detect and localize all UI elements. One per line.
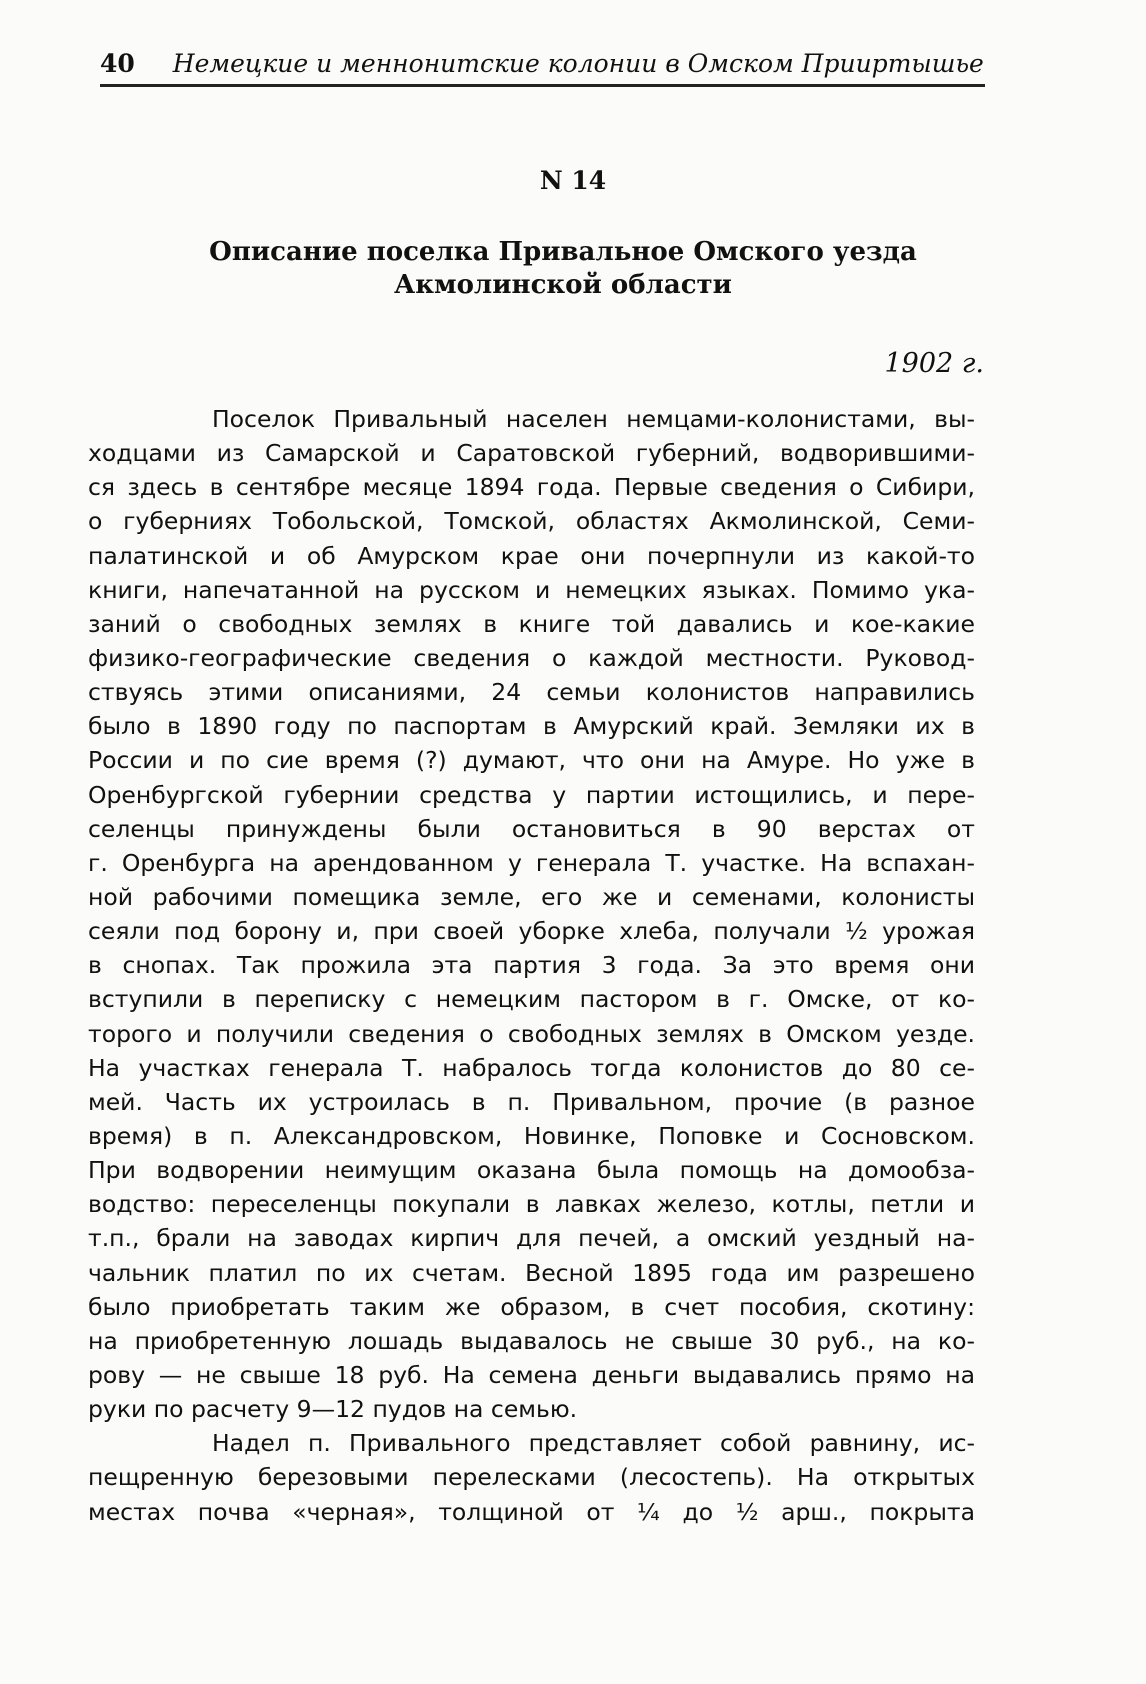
text-line: Поселок Привальный населен немцами-колонистами, вы- [212, 405, 975, 433]
text-line: На участках генерала Т. набралось тогда колонистов до 80 се- [88, 1053, 975, 1082]
document-title [140, 236, 986, 302]
text-line: ной рабочими помещика земле, его же и семенами, колонисты [88, 882, 975, 911]
text-line: вступили в переписку с немецким пастором в г. Омске, от ко- [88, 985, 975, 1014]
text-line: России и по сие время (?) думают, что они на Амуре. Но уже в [88, 746, 975, 775]
document-date: 1902 г. [884, 348, 984, 379]
text-line: в снопах. Так прожила эта партия 3 года. За это время они [88, 951, 975, 980]
text-line: книги, напечатанной на русском и немецких языках. Помимо ука- [88, 575, 975, 604]
running-head [100, 44, 985, 87]
text-line: время) в п. Александровском, Новинке, Поповке и Сосновском. [88, 1121, 975, 1150]
text-line: палатинской и об Амурском крае они почерпнули из какой-то [88, 541, 975, 570]
text-line: Оренбургской губернии средства у партии истощились, и пере- [88, 780, 975, 809]
document-title-line-1: Описание поселка Привальное Омского уезда [209, 237, 917, 267]
text-line: пещренную березовыми перелесками (лесостепь). На открытых [88, 1463, 975, 1492]
text-line: ствуясь этими описаниями, 24 семьи колонистов направились [88, 678, 975, 707]
text-line: селенцы принуждены были остановиться в 90 верстах от [88, 814, 975, 843]
text-line: т.п., брали на заводах кирпич для печей, а омский уездный на- [88, 1224, 975, 1253]
text-line: рову — не свыше 18 руб. На семена деньги выдавались прямо на [88, 1360, 975, 1389]
text-line: торого и получили сведения о свободных землях в Омском уезде. [88, 1019, 975, 1048]
text-line: чальник платил по их счетам. Весной 1895 года им разрешено [88, 1258, 975, 1287]
paragraph-1 [88, 402, 975, 1426]
text-line: физико-географические сведения о каждой местности. Руковод- [88, 643, 975, 672]
body-text [88, 402, 975, 1529]
text-line: на приобретенную лошадь выдавалось не свыше 30 руб., на ко- [88, 1326, 975, 1355]
text-line: заний о свободных землях в книге той давались и кое-какие [88, 609, 975, 638]
text-line: г. Оренбурга на арендованном у генерала Т. участке. На вспахан- [88, 848, 975, 877]
paragraph-2 [88, 1426, 975, 1528]
text-line: о губерниях Тобольской, Томской, областях Акмолинской, Семи- [88, 507, 975, 536]
text-line: руки по расчету 9—12 пудов на семью. [88, 1395, 578, 1424]
text-line: сеяли под борону и, при своей уборке хлеба, получали ½ урожая [88, 917, 975, 946]
text-line: При водворении неимущим оказана была помощь на домообза- [88, 1156, 975, 1185]
text-line: водство: переселенцы покупали в лавках железо, котлы, петли и [88, 1190, 975, 1219]
text-line: местах почва «черная», толщиной от ¼ до ½ арш., покрыта [88, 1497, 975, 1526]
text-line: ся здесь в сентябре месяце 1894 года. Первые сведения о Сибири, [88, 473, 975, 502]
document-number: N 14 [539, 166, 607, 195]
text-line: было в 1890 году по паспортам в Амурский край. Земляки их в [88, 712, 975, 741]
running-title: Немецкие и меннонитские колонии в Омском Прииртышье [172, 49, 984, 78]
text-line: мей. Часть их устроилась в п. Привальном, прочие (в разное [88, 1087, 975, 1116]
text-line: ходцами из Самарской и Саратовской губерний, водворившими- [88, 439, 975, 468]
page-number: 40 [100, 49, 135, 78]
text-line: было приобретать таким же образом, в счет пособия, скотину: [88, 1292, 975, 1321]
document-title-line-2: Акмолинской области [394, 270, 732, 300]
text-line: Надел п. Привального представляет собой равнину, ис- [212, 1429, 975, 1458]
